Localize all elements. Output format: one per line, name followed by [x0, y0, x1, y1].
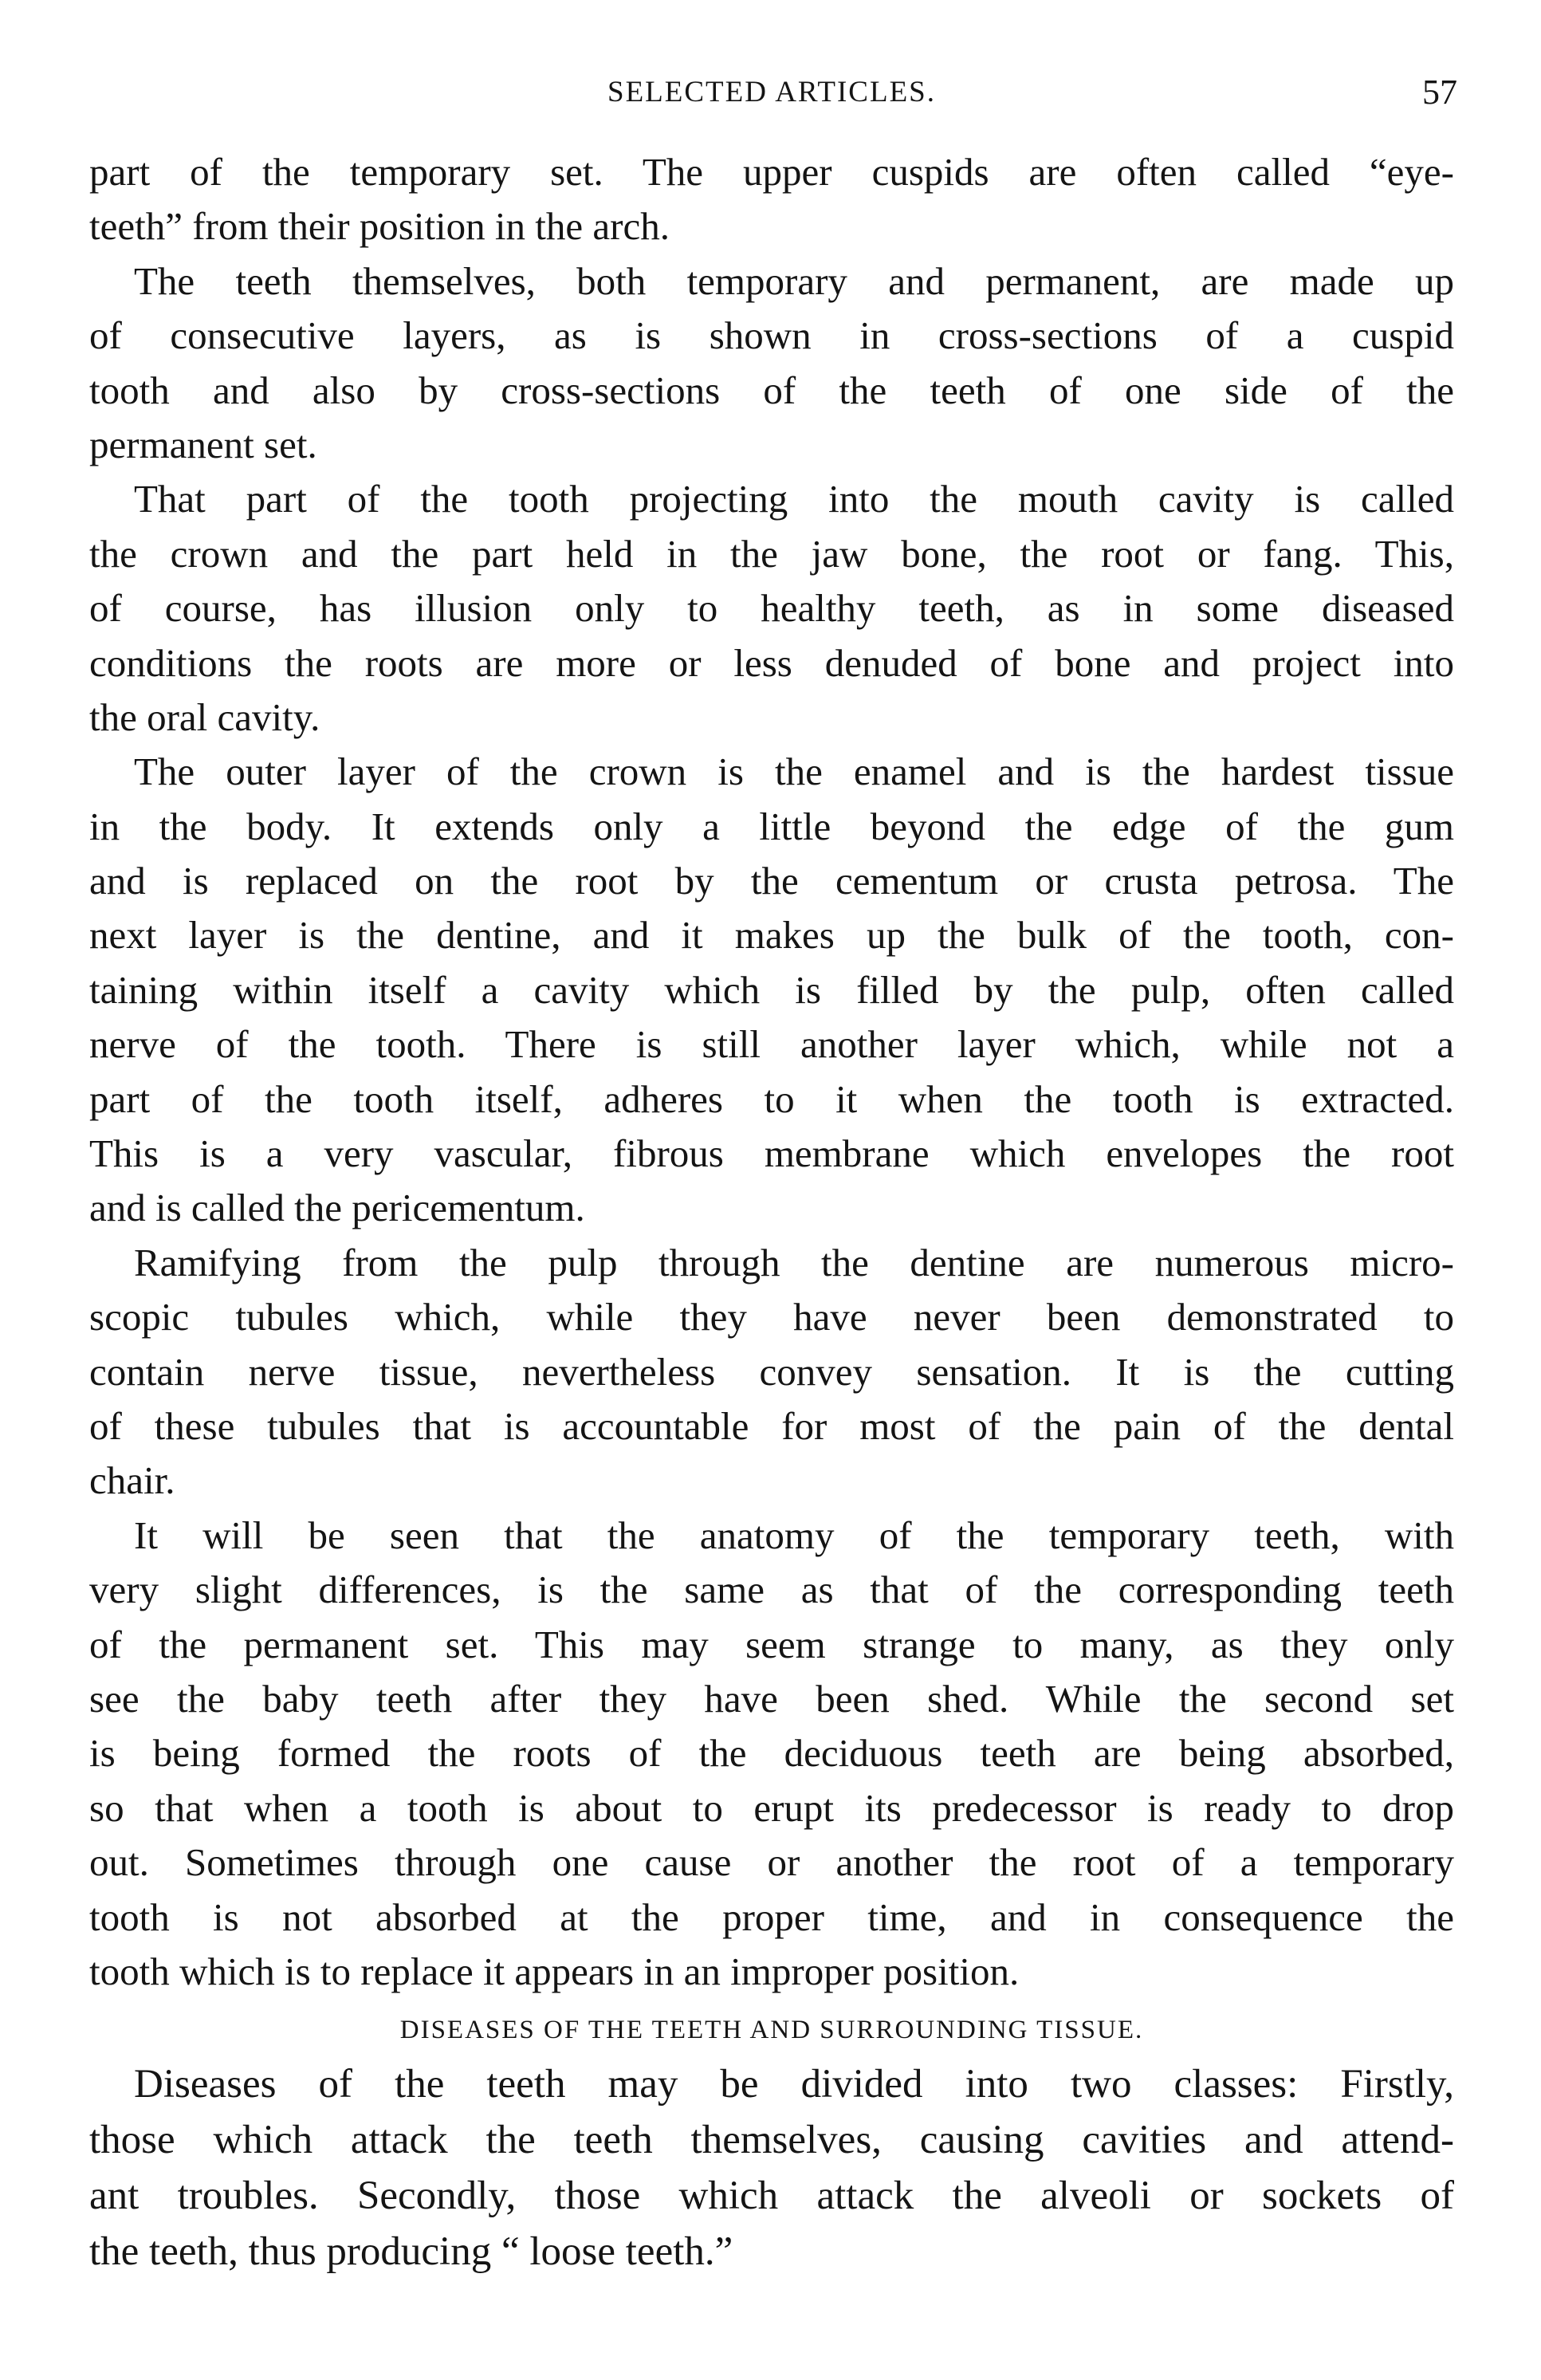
text-line: Ramifying from the pulp through the dentine are numerous micro- — [134, 1240, 1454, 1284]
text-line: tooth is not absorbed at the proper time, and in consequence the — [89, 1894, 1454, 1939]
text-line: That part of the tooth projecting into the mouth cavity is called — [134, 477, 1454, 521]
text-line: scopic tubules which, while they have never been demonstrated to — [89, 1295, 1454, 1339]
text-line: of consecutive layers, as is shown in cross-sections of a cuspid — [89, 313, 1454, 358]
section-heading: DISEASES OF THE TEETH AND SURROUNDING TISSUE. — [399, 2016, 1144, 2045]
text-line: The outer layer of the crown is the enamel and is the hardest tissue — [134, 749, 1454, 794]
text-line: out. Sometimes through one cause or another the root of a temporary — [89, 1840, 1454, 1885]
text-line: tooth and also by cross-sections of the teeth of one side of the — [89, 368, 1454, 412]
text-line: tooth which is to replace it appears in an improper position. — [89, 1949, 1020, 1993]
text-line: the crown and the part held in the jaw bone, the root or fang. This, — [89, 531, 1454, 576]
text-line: part of the tooth itself, adheres to it when the tooth is extracted. — [89, 1076, 1454, 1121]
text-line: teeth” from their position in the arch. — [89, 204, 670, 249]
text-line: This is a very vascular, fibrous membrane which envelopes the root — [89, 1131, 1454, 1176]
text-line: those which attack the teeth themselves, causing cavities and attend- — [89, 2118, 1454, 2163]
text-line: and is called the pericementum. — [89, 1186, 585, 1230]
text-line: chair. — [89, 1458, 175, 1503]
page-header — [86, 70, 1457, 118]
text-line: in the body. It extends only a little beyond the edge of the gum — [89, 804, 1454, 848]
running-head: SELECTED ARTICLES. — [607, 76, 936, 108]
text-line: conditions the roots are more or less denuded of bone and project into — [89, 640, 1454, 685]
text-line: The teeth themselves, both temporary and permanent, are made up — [134, 258, 1454, 303]
text-line: contain nerve tissue, nevertheless convey sensation. It is the cutting — [89, 1349, 1454, 1394]
text-line: the teeth, thus producing “ loose teeth.” — [89, 2229, 733, 2275]
text-line: nerve of the tooth. There is still another layer which, while not a — [89, 1022, 1454, 1067]
text-line: of these tubules that is accountable for most of the pain of the dental — [89, 1403, 1454, 1448]
text-line: see the baby teeth after they have been shed. While the second set — [89, 1676, 1454, 1721]
text-line: It will be seen that the anatomy of the temporary teeth, with — [134, 1513, 1454, 1557]
text-line: ant troubles. Secondly, those which attack the alveoli or sockets of — [89, 2173, 1454, 2219]
text-line: permanent set. — [89, 422, 317, 466]
text-line: Diseases of the teeth may be divided into two classes: Firstly, — [134, 2062, 1454, 2107]
text-line: next layer is the dentine, and it makes up the bulk of the tooth, con- — [89, 913, 1454, 958]
text-line: taining within itself a cavity which is filled by the pulp, often called — [89, 967, 1454, 1012]
article-body — [89, 145, 1454, 2280]
text-line: the oral cavity. — [89, 694, 320, 739]
text-line: of course, has illusion only to healthy teeth, as in some diseased — [89, 586, 1454, 631]
text-line: is being formed the roots of the deciduous teeth are being absorbed, — [89, 1731, 1454, 1776]
text-line: of the permanent set. This may seem strange to many, as they only — [89, 1622, 1454, 1666]
text-line: part of the temporary set. The upper cuspids are often called “eye- — [89, 150, 1454, 194]
text-line: very slight differences, is the same as that of the corresponding teeth — [89, 1568, 1454, 1612]
page-number: 57 — [1422, 73, 1457, 112]
text-line: and is replaced on the root by the cementum or crusta petrosa. The — [89, 859, 1454, 903]
text-line: so that when a tooth is about to erupt its predecessor is ready to drop — [89, 1785, 1454, 1830]
